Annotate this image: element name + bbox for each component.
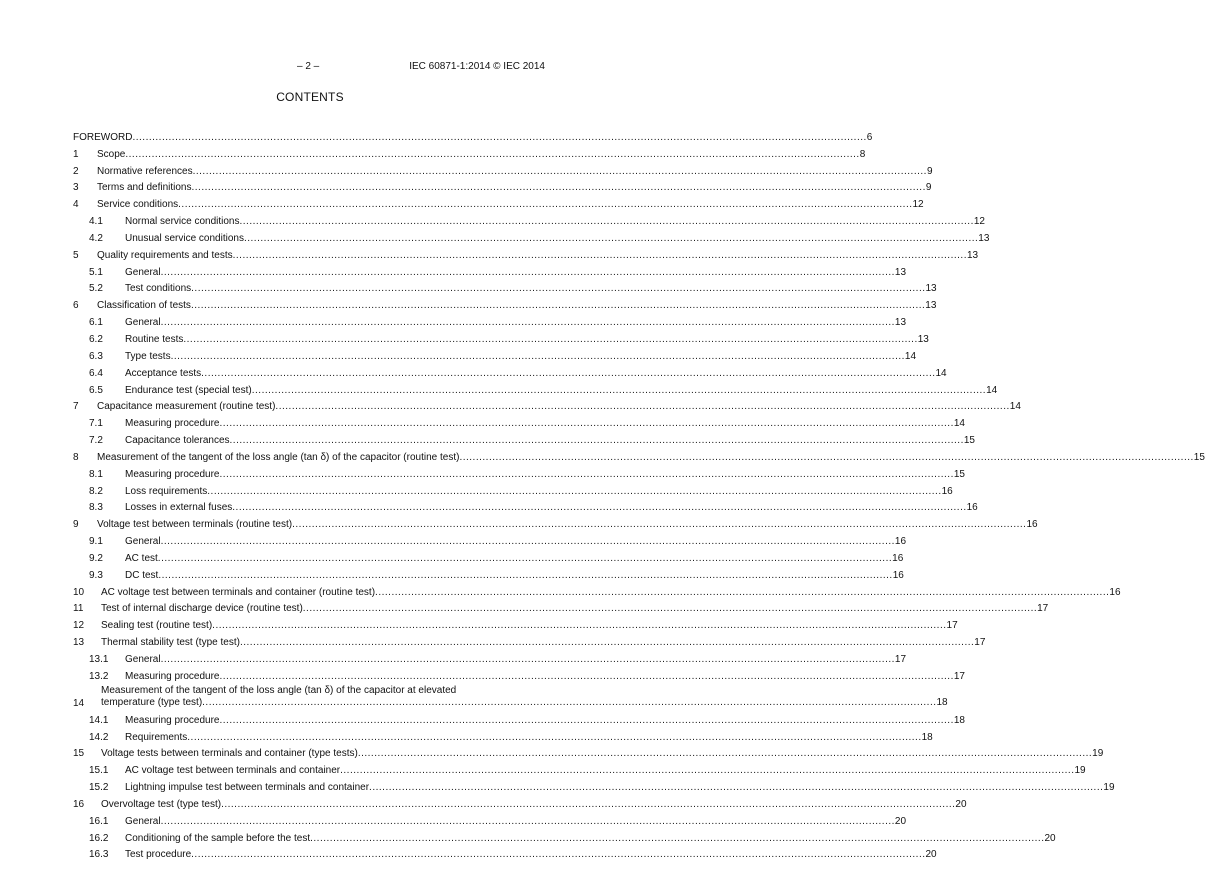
toc-entry-number: 11 [73, 603, 84, 615]
toc-entry-title: Capacitance tolerances [125, 435, 230, 447]
toc-entry-page: 12 [912, 199, 924, 211]
toc-entry[interactable] [73, 278, 937, 295]
toc-entry[interactable] [73, 827, 1056, 844]
toc-entry-number: 15.1 [89, 765, 109, 777]
dot-leader [212, 620, 946, 631]
toc-entry-number: 5.1 [89, 266, 103, 278]
contents-title: CONTENTS [276, 90, 344, 104]
toc-entry-number: 6.3 [89, 350, 103, 362]
toc-entry-number: 5 [73, 249, 79, 261]
dot-leader [158, 553, 892, 564]
toc-entry[interactable] [73, 160, 933, 177]
dot-leader [161, 536, 895, 547]
toc-entry[interactable] [73, 177, 932, 194]
toc-entry-page: 18 [921, 731, 933, 743]
toc-entry[interactable] [73, 665, 965, 682]
toc-entry-page: 8 [859, 148, 866, 160]
toc-entry-page: 13 [925, 283, 937, 295]
toc-entry-page: 20 [955, 798, 967, 810]
toc-entry-page: 9 [926, 165, 933, 177]
toc-entry-page: 15 [953, 468, 965, 480]
page-number: – 2 – [297, 61, 320, 72]
toc-entry[interactable] [73, 126, 873, 143]
toc-entry-page: 14 [935, 367, 947, 379]
toc-entry-page: 16 [894, 536, 907, 548]
toc-entry[interactable] [73, 631, 986, 649]
toc-entry[interactable] [73, 598, 1049, 615]
toc-entry-number: 6.4 [89, 367, 103, 379]
dot-leader [220, 469, 954, 480]
toc-entry[interactable] [73, 429, 975, 447]
dot-leader [201, 368, 935, 379]
toc-entry-number: 16.1 [89, 815, 109, 827]
toc-entry-page: 17 [953, 670, 965, 682]
toc-entry-number: 4.2 [89, 232, 103, 244]
toc-entry-title: Service conditions [97, 199, 179, 211]
toc-entry-title: temperature (type test) [101, 696, 203, 708]
toc-entry[interactable] [73, 412, 965, 430]
dot-leader [158, 570, 892, 581]
toc-entry-title: Endurance test (special test) [125, 384, 252, 396]
dot-leader [207, 486, 941, 497]
toc-entry[interactable] [73, 530, 907, 548]
toc-entry-page: 13 [966, 249, 979, 261]
toc-entry-title: Measurement of the tangent of the loss angle (tan δ) of the capacitor at elevated [101, 684, 457, 696]
dot-leader [191, 849, 925, 860]
toc-entry-title: Measurement of the tangent of the loss angle (tan δ) of the capacitor (routine test) [97, 451, 460, 463]
dot-leader [125, 149, 859, 160]
dot-leader [244, 233, 978, 244]
toc-entry[interactable] [73, 328, 929, 345]
toc-entry-title: FOREWORD [73, 131, 133, 143]
toc-entry-number: 9.1 [89, 536, 103, 548]
toc-entry-number: 2 [73, 165, 79, 177]
toc-entry-page: 17 [946, 620, 958, 632]
toc-entry-title: General [125, 536, 161, 548]
dot-leader [220, 671, 954, 682]
toc-entry-title: Terms and definitions [97, 182, 192, 194]
toc-entry-number: 13 [73, 637, 85, 649]
toc-entry-number: 5.2 [89, 283, 103, 295]
toc-entry[interactable] [73, 497, 978, 514]
toc-entry-title: Measuring procedure [125, 714, 220, 726]
toc-entry[interactable] [73, 227, 990, 244]
toc-entry-number: 6.1 [89, 317, 103, 329]
toc-entry[interactable] [73, 311, 907, 329]
toc-entry[interactable] [73, 379, 998, 396]
toc-entry-page: 20 [894, 815, 907, 827]
toc-entry-page: 14 [953, 418, 965, 430]
toc-entry-number: 8.3 [89, 502, 103, 514]
toc-entry-title: Unusual service conditions [125, 232, 244, 244]
toc-entry-title: General [125, 654, 161, 665]
dot-leader [171, 351, 905, 362]
toc-entry-title: Measuring procedure [125, 468, 220, 480]
toc-entry-number: 13.2 [89, 670, 109, 682]
toc-entry-page: 16 [892, 552, 904, 564]
toc-entry[interactable] [73, 210, 985, 228]
dot-leader [230, 435, 964, 446]
toc-entry-title: Conditioning of the sample before the test [125, 832, 311, 844]
toc-entry-number: 9.3 [89, 569, 103, 581]
toc-entry-title: AC voltage test between terminals and container (routine test) [101, 586, 376, 598]
toc-entry-number: 3 [73, 182, 79, 194]
toc-entry-title: Normative references [97, 165, 193, 177]
toc-entry-title: Acceptance tests [125, 367, 202, 379]
toc-entry[interactable] [73, 463, 965, 480]
dot-leader [303, 603, 1037, 614]
toc-entry-page: 19 [1103, 782, 1115, 794]
toc-entry-number: 9.2 [89, 552, 103, 564]
toc-entry-page: 19 [1074, 765, 1086, 777]
toc-entry[interactable] [73, 446, 1205, 463]
toc-entry-number: 6 [73, 300, 79, 312]
toc-entry-number: 10 [73, 586, 85, 598]
toc-entry-number: 15.2 [89, 782, 109, 794]
dot-leader [220, 418, 954, 429]
dot-leader [240, 216, 974, 227]
toc-entry-page: 14 [904, 350, 917, 362]
toc-entry-page: 16 [1026, 519, 1038, 531]
toc-entry[interactable] [73, 547, 904, 564]
toc-entry-page: 16 [966, 502, 978, 514]
toc-entry-title: General [125, 815, 161, 827]
toc-entry-number: 6.5 [89, 384, 103, 396]
toc-entry-number: 15 [73, 748, 85, 760]
toc-entry-page: 20 [1044, 832, 1056, 844]
toc-entry[interactable] [73, 614, 958, 632]
toc-entry-number: 4.1 [89, 216, 103, 228]
toc-entry-title: Normal service conditions [125, 216, 240, 228]
toc-entry[interactable] [73, 345, 917, 362]
toc-entry-page: 13 [894, 317, 907, 329]
toc-entry-page: 14 [986, 384, 998, 396]
dot-leader [161, 267, 895, 278]
dot-leader [183, 334, 917, 345]
toc-entry-title: Quality requirements and tests [97, 249, 233, 261]
toc-entry-number: 16.3 [89, 849, 109, 861]
toc-entry-number: 13.1 [89, 654, 109, 665]
toc-entry[interactable] [73, 564, 904, 581]
toc-entry-number: 7.2 [89, 435, 103, 447]
dot-leader [252, 385, 986, 396]
dot-leader [292, 519, 1026, 530]
dot-leader [240, 637, 974, 648]
toc-entry-page: 16 [1109, 586, 1121, 598]
dot-leader [340, 765, 1074, 776]
toc-entry[interactable] [73, 810, 907, 827]
toc-entry-title: Lightning impulse test between terminals and container [125, 782, 370, 794]
dot-leader [161, 816, 895, 827]
dot-leader [221, 799, 955, 810]
toc-entry-page: 20 [925, 849, 937, 861]
toc-entry-title: General [125, 317, 161, 329]
dot-leader [358, 748, 1092, 759]
dot-leader [202, 697, 936, 709]
toc-entry-number: 1 [73, 148, 79, 160]
toc-entry[interactable] [73, 480, 953, 497]
toc-entry-number: 14.2 [89, 731, 109, 743]
toc-entry-title: AC test [125, 552, 158, 564]
toc-entry-title: Test conditions [125, 283, 192, 295]
toc-entry-page: 16 [941, 485, 953, 497]
toc-entry-title: Test procedure [125, 849, 192, 861]
toc-entry-title: Measuring procedure [125, 670, 220, 682]
dot-leader [191, 300, 925, 311]
toc-entry[interactable] [73, 261, 907, 278]
toc-entry-page: 9 [925, 182, 932, 194]
toc-entry[interactable] [73, 682, 948, 709]
toc-entry-page: 16 [892, 569, 904, 581]
toc-entry-title: Loss requirements [125, 485, 208, 497]
toc-entry-title: Scope [97, 148, 126, 160]
toc-entry-number: 16 [73, 798, 85, 810]
toc-entry-page: 13 [894, 266, 907, 278]
toc-entry-title: Test of internal discharge device (routine test) [101, 603, 303, 615]
toc-entry[interactable] [73, 759, 1086, 777]
toc-entry-page: 18 [953, 714, 965, 726]
toc-entry-number: 9 [73, 519, 79, 531]
toc-entry-number: 7 [73, 401, 79, 413]
toc-entry-page: 13 [917, 333, 929, 345]
toc-entry-title: Voltage test between terminals (routine test) [97, 519, 293, 531]
toc-entry-number: 14.1 [89, 714, 109, 726]
toc-entry[interactable] [73, 844, 937, 861]
toc-entry[interactable] [73, 581, 1121, 598]
dot-leader [178, 199, 912, 210]
toc-entry-title: Classification of tests [97, 300, 191, 312]
toc-entry-page: 15 [1193, 451, 1205, 463]
toc-entry[interactable] [73, 143, 866, 160]
toc-entry-number: 8.1 [89, 468, 103, 480]
dot-leader [232, 502, 966, 513]
toc-entry[interactable] [73, 362, 947, 379]
toc-entry[interactable] [73, 776, 1115, 794]
toc-entry-page: 6 [866, 131, 873, 143]
toc-entry-number: 8.2 [89, 485, 103, 497]
toc-entry-page: 12 [973, 216, 985, 228]
toc-entry-page: 18 [936, 696, 948, 708]
toc-entry-title: Losses in external fuses [125, 502, 233, 514]
toc-entry-title: Sealing test (routine test) [101, 620, 213, 632]
toc-entry-page: 17 [894, 654, 907, 665]
dot-leader [193, 166, 927, 177]
dot-leader [187, 732, 921, 743]
toc-entry-title: Voltage tests between terminals and container (type tests) [101, 748, 358, 760]
dot-leader [369, 782, 1103, 793]
toc-entry-title: Capacitance measurement (routine test) [97, 401, 276, 413]
toc-entry-title: Overvoltage test (type test) [101, 798, 222, 810]
toc-entry-title: Measuring procedure [125, 418, 220, 430]
toc-entry[interactable] [73, 513, 1038, 531]
toc-entry-title: General [125, 266, 161, 278]
toc-entry-page: 14 [1009, 401, 1021, 413]
toc-entry[interactable] [73, 396, 1021, 413]
dot-leader [161, 654, 895, 665]
toc-entry-number: 16.2 [89, 832, 109, 844]
toc-entry-number: 14 [73, 697, 85, 709]
toc-entry[interactable] [73, 193, 924, 211]
dot-leader [191, 283, 925, 294]
toc-entry-title: Type tests [125, 350, 171, 362]
toc-entry-title: Thermal stability test (type test) [101, 637, 240, 649]
toc-entry[interactable] [73, 726, 933, 743]
toc-entry[interactable] [73, 743, 1104, 760]
toc-entry-title: DC test [125, 569, 159, 581]
dot-leader [275, 401, 1009, 412]
page-header [0, 61, 620, 75]
dot-leader [161, 317, 895, 328]
toc-entry-number: 6.2 [89, 333, 103, 345]
toc-entry-page: 13 [925, 300, 937, 312]
toc-entry-page: 19 [1092, 748, 1104, 760]
toc-entry[interactable] [73, 709, 965, 726]
table-of-contents [73, 126, 1205, 861]
toc-entry-number: 8 [73, 451, 79, 463]
toc-entry[interactable] [73, 648, 907, 665]
toc-entry[interactable] [73, 244, 979, 261]
toc-entry[interactable] [73, 294, 937, 312]
toc-entry-page: 13 [978, 232, 990, 244]
toc-entry-title: Requirements [125, 731, 188, 743]
document-reference: IEC 60871-1:2014 © IEC 2014 [409, 61, 545, 72]
toc-entry-page: 15 [963, 435, 975, 447]
dot-leader [375, 587, 1109, 598]
toc-entry-page: 17 [974, 637, 986, 649]
toc-entry-number: 7.1 [89, 418, 103, 430]
toc-entry-number: 12 [73, 620, 85, 632]
toc-entry-title: AC voltage test between terminals and container [125, 765, 341, 777]
dot-leader [459, 452, 1193, 463]
dot-leader [310, 833, 1044, 844]
toc-entry-title: Routine tests [125, 333, 184, 345]
dot-leader [233, 250, 967, 261]
dot-leader [192, 182, 926, 193]
dot-leader [132, 132, 866, 143]
toc-entry-number: 4 [73, 199, 79, 211]
toc-entry-page: 17 [1037, 603, 1049, 615]
toc-entry[interactable] [73, 793, 967, 810]
dot-leader [220, 715, 954, 726]
